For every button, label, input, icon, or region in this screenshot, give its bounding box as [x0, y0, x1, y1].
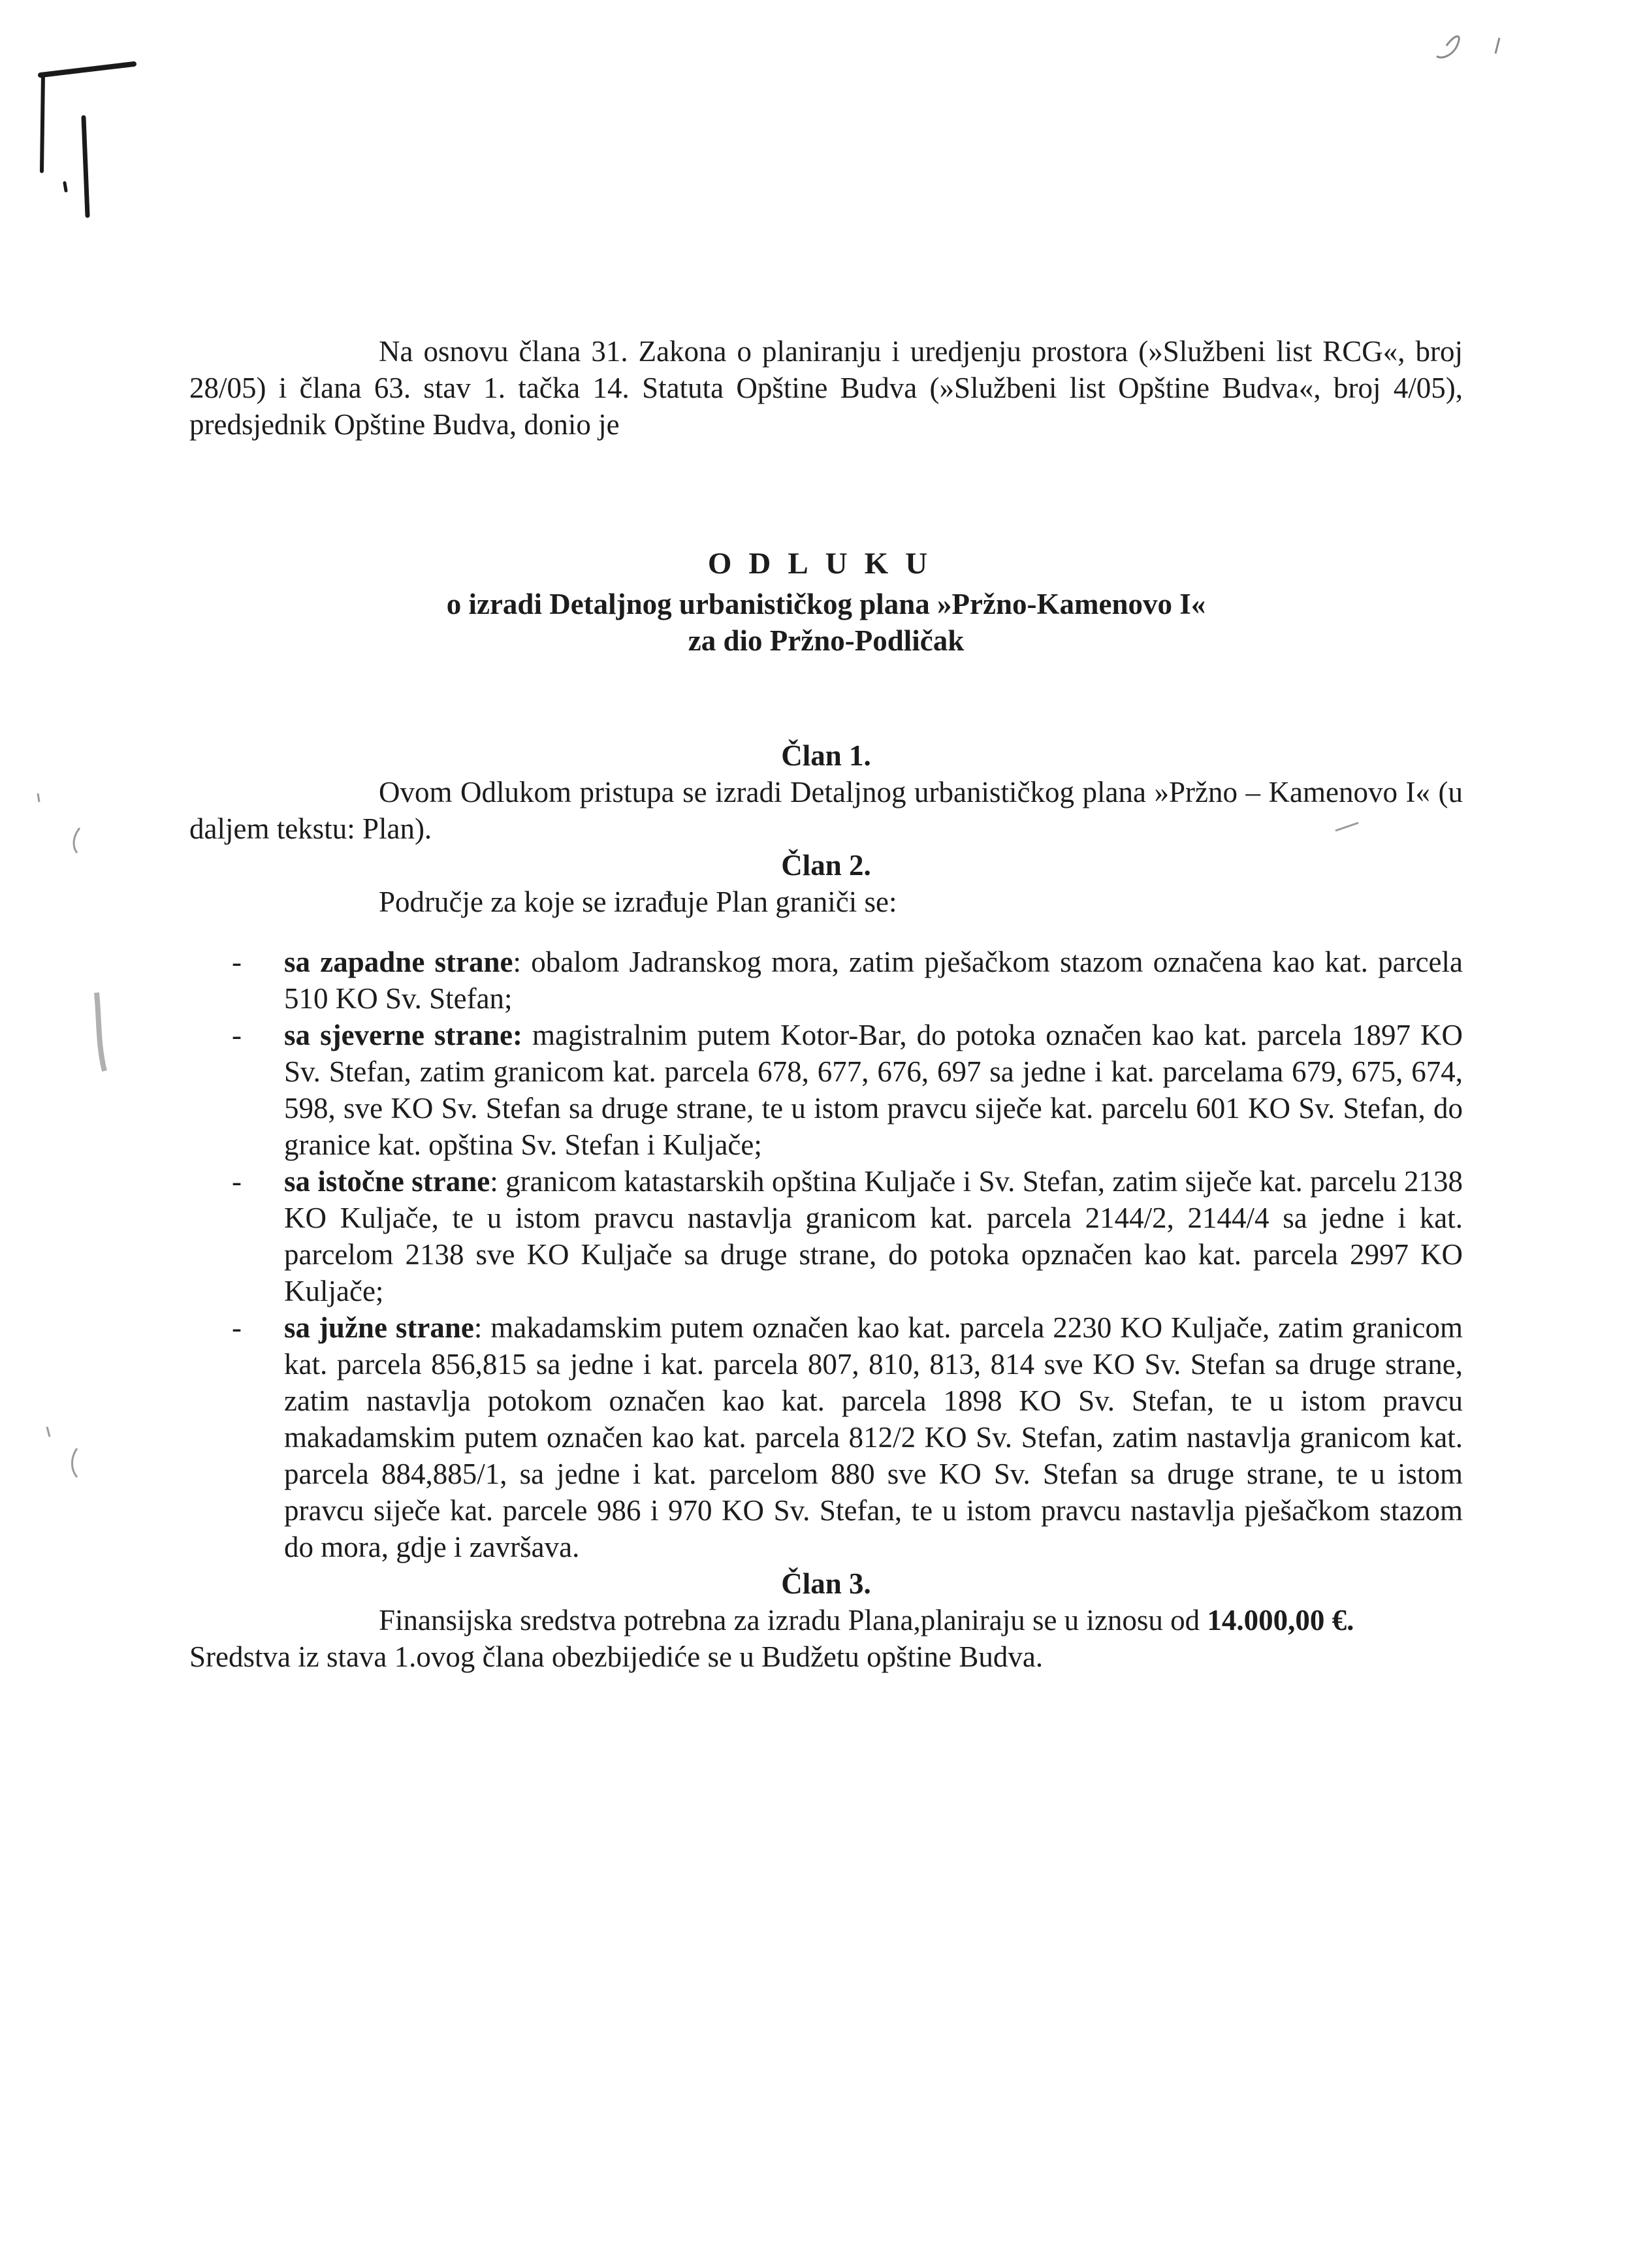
handwritten-initial-mark	[1437, 37, 1499, 57]
title-line-1: o izradi Detaljnog urbanističkog plana »Pržno-Kamenovo I«	[446, 588, 1206, 620]
article-3-text-after: Sredstva iz stava 1.ovog člana obezbijediće se u Budžetu opštine Budva.	[189, 1640, 1044, 1673]
border-description: : granicom katastarskih opština Kuljače i Sv. Stefan, zatim siječe kat. parcelu 2138 KO Kuljače, te u istom pravcu nastavlja granicom kat. parcela 2144/2, 2144/4 sa jedne i kat. parcelom 2138 sve KO Kuljače sa druge strane, do potoka opznačen kao kat. parcela 2997 KO Kuljače;	[284, 1165, 1463, 1307]
border-list	[189, 944, 1463, 1565]
list-dash: -	[232, 946, 242, 978]
decision-title	[189, 544, 1463, 659]
list-dash: -	[232, 1019, 242, 1051]
title-line-2: za dio Pržno-Podličak	[688, 624, 965, 657]
document-body	[189, 333, 1463, 1675]
border-description: : makadamskim putem označen kao kat. parcela 2230 KO Kuljače, zatim granicom kat. parcela 856,815 sa jedne i kat. parcela 807, 810, 813, 814 sve KO Sv. Stefan sa druge strane, zatim nastavlja potokom označen kao kat. parcela 1898 KO Sv. Stefan, te u istom pravcu makadamskim putem označen kao kat. parcela 812/2 KO Sv. Stefan, zatim nastavlja granicom kat. parcela 884,885/1, sa jedne i kat. parcelom 880 sve KO Sv. Stefan sa druge strane, te u istom pravcu siječe kat. parcele 986 i 970 KO Sv. Stefan, te u istom pravcu nastavlja pješačkom stazom do mora, gdje i završava.	[284, 1311, 1463, 1563]
border-side-label: sa sjeverne strane:	[284, 1019, 522, 1051]
preamble-paragraph: Na osnovu člana 31. Zakona o planiranju i uredjenju prostora (»Službeni list RCG«, broj 28/05) i člana 63. stav 1. tačka 14. Statuta Opštine Budva (»Službeni list Opštine Budva«, broj 4/05), predsjednik Opštine Budva, donio je	[189, 335, 1463, 441]
list-item	[189, 1017, 1463, 1163]
article-2-heading: Član 2.	[781, 849, 871, 882]
article-1-text: Ovom Odlukom pristupa se izradi Detaljnog urbanističkog plana »Pržno – Kamenovo I« (u daljem tekstu: Plan).	[189, 776, 1463, 845]
article-3-text	[189, 1602, 1463, 1638]
article-1-heading: Član 1.	[781, 739, 871, 772]
border-side-label: sa istočne strane	[284, 1165, 490, 1198]
list-item	[189, 1163, 1463, 1309]
border-description: magistralnim putem Kotor-Bar, do potoka označen kao kat. parcela 1897 KO Sv. Stefan, zatim granicom kat. parcela 678, 677, 676, 697 sa jedne i kat. parcelama 679, 675, 674, 598, sve KO Sv. Stefan sa druge strane, te u istom pravcu siječe kat. parcelu 601 KO Sv. Stefan, do granice kat. opština Sv. Stefan i Kuljače;	[284, 1019, 1463, 1161]
border-side-label: sa južne strane	[284, 1311, 474, 1344]
funding-amount: 14.000,00 €.	[1207, 1604, 1354, 1637]
list-dash: -	[232, 1311, 242, 1344]
border-description: : obalom Jadranskog mora, zatim pješačkom stazom označena kao kat. parcela 510 KO Sv. Stefan;	[284, 946, 1463, 1015]
list-dash: -	[232, 1165, 242, 1198]
article-2-intro: Područje za koje se izrađuje Plan graniči se:	[379, 886, 897, 918]
article-3-text-before: Finansijska sredstva potrebna za izradu Plana,planiraju se u iznosu od	[379, 1604, 1207, 1637]
list-item	[189, 1309, 1463, 1565]
list-item	[189, 944, 1463, 1017]
title-word: ODLUKU	[707, 547, 945, 581]
border-side-label: sa zapadne strane	[284, 946, 513, 978]
article-3-heading: Član 3.	[781, 1567, 871, 1600]
corner-stamp-mark	[40, 64, 134, 216]
